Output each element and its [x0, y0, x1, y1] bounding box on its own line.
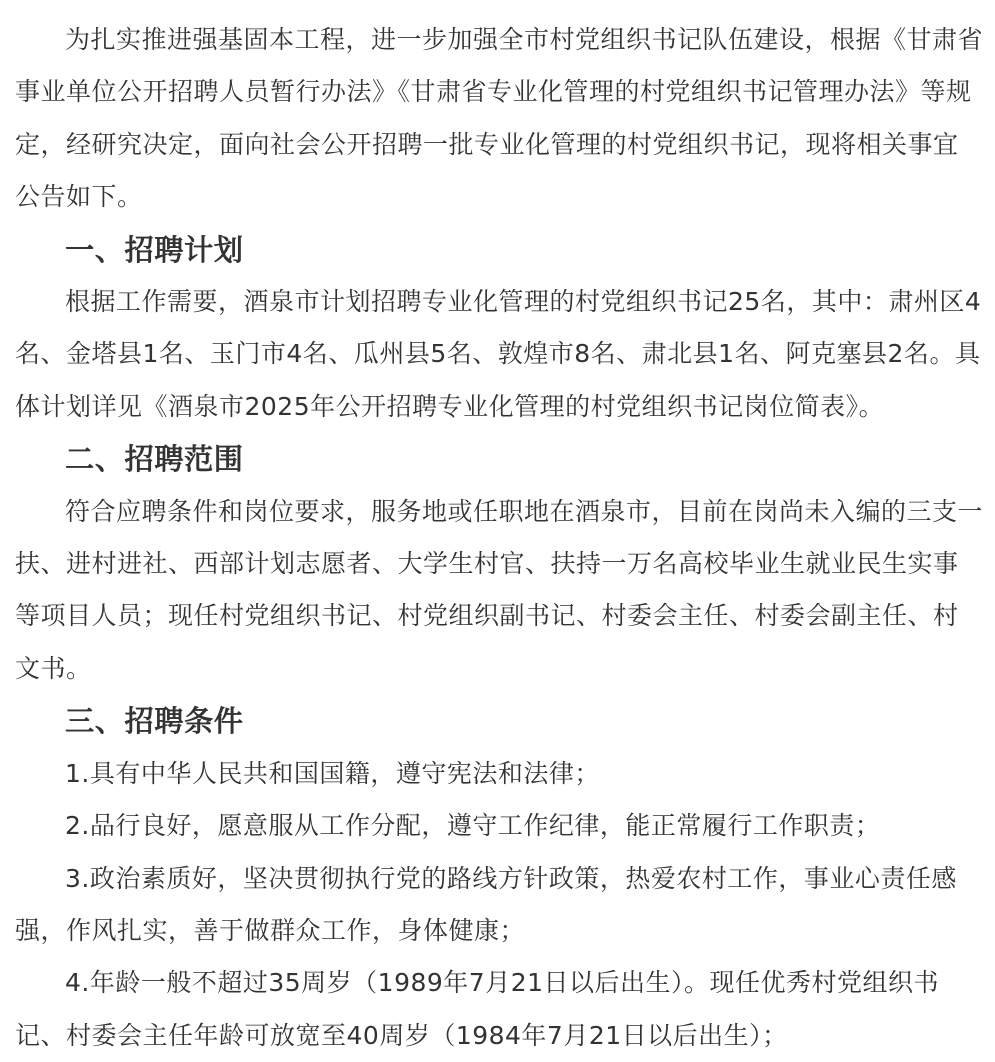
intro-paragraph: 为扎实推进强基固本工程，进一步加强全市村党组织书记队伍建设，根据《甘肃省事业单位公开招聘人员暂行办法》《甘肃省专业化管理的村党组织书记管理办法》等规定，经研究决定，面向社会公开招聘一批专业化管理的村党组织书记，现将相关事宜公告如下。 [15, 25, 984, 212]
condition-item-2: 2.品行良好，愿意服从工作分配，遵守工作纪律，能正常履行工作职责； [65, 811, 881, 841]
scope-paragraph: 符合应聘条件和岗位要求，服务地或任职地在酒泉市，目前在岗尚未入编的三支一扶、进村进社、西部计划志愿者、大学生村官、扶持一万名高校毕业生就业民生实事等项目人员；现任村党组织书记、村党组织副书记、村委会主任、村委会副主任、村文书。 [15, 496, 984, 683]
plan-paragraph: 根据工作需要，酒泉市计划招聘专业化管理的村党组织书记25名，其中：肃州区4名、金塔县1名、玉门市4名、瓜州县5名、敦煌市8名、肃北县1名、阿克塞县2名。具体计划详见《酒泉市2025年公开招聘专业化管理的村党组织书记岗位简表》。 [15, 287, 982, 421]
section-heading-conditions: 三、招聘条件 [65, 704, 244, 739]
condition-item-1: 1.具有中华人民共和国国籍，遵守宪法和法律； [65, 758, 600, 788]
condition-item-3: 3.政治素质好，坚决贯彻执行党的路线方针政策，热爱农村工作，事业心责任感强，作风扎实，善于做群众工作，身体健康； [15, 863, 957, 945]
section-heading-scope: 二、招聘范围 [65, 442, 244, 477]
section-heading-plan: 一、招聘计划 [65, 232, 244, 267]
condition-item-4: 4.年龄一般不超过35周岁（1989年7月21日以后出生）。现任优秀村党组织书记、村委会主任年龄可放宽至40周岁（1984年7月21日以后出生）； [15, 968, 940, 1050]
